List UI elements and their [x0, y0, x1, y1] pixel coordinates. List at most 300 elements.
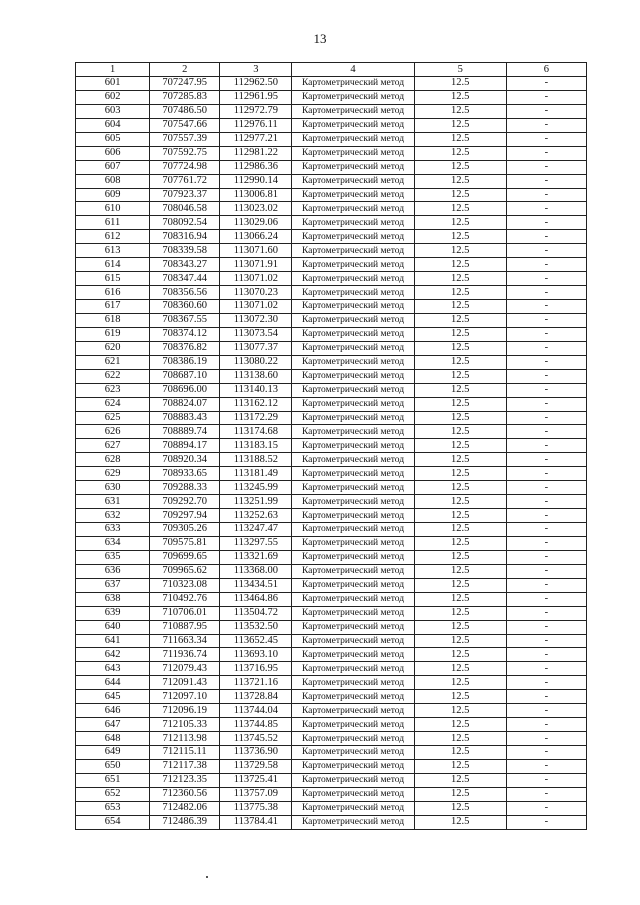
y-coordinate-cell: 112972.79 [220, 104, 292, 118]
table-row [76, 383, 587, 397]
x-coordinate-cell: 708687.10 [150, 369, 220, 383]
table-row [76, 313, 587, 327]
description-cell: - [506, 355, 586, 369]
table-row [76, 202, 587, 216]
y-coordinate-cell: 113247.47 [220, 523, 292, 537]
y-coordinate-cell: 113757.09 [220, 787, 292, 801]
method-cell: Картометрический метод [292, 258, 414, 272]
point-number-cell: 604 [76, 118, 150, 132]
accuracy-cell: 12.5 [414, 146, 506, 160]
x-coordinate-cell: 708933.65 [150, 467, 220, 481]
accuracy-cell: 12.5 [414, 216, 506, 230]
y-coordinate-cell: 113138.60 [220, 369, 292, 383]
description-cell: - [506, 648, 586, 662]
accuracy-cell: 12.5 [414, 411, 506, 425]
method-cell: Картометрический метод [292, 523, 414, 537]
point-number-cell: 619 [76, 327, 150, 341]
y-coordinate-cell: 113023.02 [220, 202, 292, 216]
accuracy-cell: 12.5 [414, 773, 506, 787]
x-coordinate-cell: 712079.43 [150, 662, 220, 676]
point-number-cell: 618 [76, 313, 150, 327]
x-coordinate-cell: 712115.11 [150, 746, 220, 760]
x-coordinate-cell: 707592.75 [150, 146, 220, 160]
point-number-cell: 625 [76, 411, 150, 425]
x-coordinate-cell: 709699.65 [150, 550, 220, 564]
y-coordinate-cell: 113072.30 [220, 313, 292, 327]
y-coordinate-cell: 113652.45 [220, 634, 292, 648]
description-cell: - [506, 592, 586, 606]
method-cell: Картометрический метод [292, 592, 414, 606]
accuracy-cell: 12.5 [414, 341, 506, 355]
x-coordinate-cell: 707761.72 [150, 174, 220, 188]
method-cell: Картометрический метод [292, 495, 414, 509]
y-coordinate-cell: 113174.68 [220, 425, 292, 439]
method-cell: Картометрический метод [292, 676, 414, 690]
table-row [76, 676, 587, 690]
y-coordinate-cell: 113716.95 [220, 662, 292, 676]
table-row [76, 718, 587, 732]
point-number-cell: 647 [76, 718, 150, 732]
accuracy-cell: 12.5 [414, 704, 506, 718]
accuracy-cell: 12.5 [414, 550, 506, 564]
y-coordinate-cell: 113077.37 [220, 341, 292, 355]
description-cell: - [506, 439, 586, 453]
x-coordinate-cell: 708046.58 [150, 202, 220, 216]
x-coordinate-cell: 712123.35 [150, 773, 220, 787]
point-number-cell: 636 [76, 564, 150, 578]
method-cell: Картометрический метод [292, 690, 414, 704]
method-cell: Картометрический метод [292, 118, 414, 132]
accuracy-cell: 12.5 [414, 202, 506, 216]
y-coordinate-cell: 113162.12 [220, 397, 292, 411]
column-header: 1 [76, 63, 150, 77]
method-cell: Картометрический метод [292, 467, 414, 481]
y-coordinate-cell: 113745.52 [220, 732, 292, 746]
accuracy-cell: 12.5 [414, 77, 506, 91]
y-coordinate-cell: 113183.15 [220, 439, 292, 453]
x-coordinate-cell: 707547.66 [150, 118, 220, 132]
x-coordinate-cell: 708920.34 [150, 453, 220, 467]
scan-speck [206, 876, 208, 878]
table-row [76, 564, 587, 578]
accuracy-cell: 12.5 [414, 453, 506, 467]
point-number-cell: 606 [76, 146, 150, 160]
x-coordinate-cell: 707557.39 [150, 132, 220, 146]
x-coordinate-cell: 712105.33 [150, 718, 220, 732]
x-coordinate-cell: 708386.19 [150, 355, 220, 369]
y-coordinate-cell: 113464.86 [220, 592, 292, 606]
y-coordinate-cell: 112976.11 [220, 118, 292, 132]
table-header-row [76, 63, 587, 77]
accuracy-cell: 12.5 [414, 132, 506, 146]
method-cell: Картометрический метод [292, 759, 414, 773]
y-coordinate-cell: 112981.22 [220, 146, 292, 160]
y-coordinate-cell: 113073.54 [220, 327, 292, 341]
point-number-cell: 611 [76, 216, 150, 230]
method-cell: Картометрический метод [292, 634, 414, 648]
method-cell: Картометрический метод [292, 606, 414, 620]
point-number-cell: 620 [76, 341, 150, 355]
accuracy-cell: 12.5 [414, 313, 506, 327]
method-cell: Картометрический метод [292, 104, 414, 118]
accuracy-cell: 12.5 [414, 104, 506, 118]
accuracy-cell: 12.5 [414, 355, 506, 369]
point-number-cell: 632 [76, 509, 150, 523]
point-number-cell: 602 [76, 90, 150, 104]
description-cell: - [506, 174, 586, 188]
table-row [76, 453, 587, 467]
description-cell: - [506, 202, 586, 216]
accuracy-cell: 12.5 [414, 509, 506, 523]
method-cell: Картометрический метод [292, 313, 414, 327]
method-cell: Картометрический метод [292, 411, 414, 425]
table-row [76, 188, 587, 202]
description-cell: - [506, 550, 586, 564]
description-cell: - [506, 481, 586, 495]
column-header: 4 [292, 63, 414, 77]
y-coordinate-cell: 113321.69 [220, 550, 292, 564]
y-coordinate-cell: 112977.21 [220, 132, 292, 146]
point-number-cell: 615 [76, 272, 150, 286]
table-row [76, 815, 587, 829]
y-coordinate-cell: 113181.49 [220, 467, 292, 481]
accuracy-cell: 12.5 [414, 118, 506, 132]
point-number-cell: 613 [76, 244, 150, 258]
column-header: 3 [220, 63, 292, 77]
x-coordinate-cell: 708339.58 [150, 244, 220, 258]
y-coordinate-cell: 113532.50 [220, 620, 292, 634]
point-number-cell: 649 [76, 746, 150, 760]
point-number-cell: 633 [76, 523, 150, 537]
table-row [76, 648, 587, 662]
description-cell: - [506, 286, 586, 300]
accuracy-cell: 12.5 [414, 188, 506, 202]
table-row [76, 481, 587, 495]
point-number-cell: 628 [76, 453, 150, 467]
y-coordinate-cell: 113744.04 [220, 704, 292, 718]
description-cell: - [506, 564, 586, 578]
description-cell: - [506, 383, 586, 397]
x-coordinate-cell: 709292.70 [150, 495, 220, 509]
method-cell: Картометрический метод [292, 77, 414, 91]
x-coordinate-cell: 712091.43 [150, 676, 220, 690]
x-coordinate-cell: 709575.81 [150, 536, 220, 550]
method-cell: Картометрический метод [292, 550, 414, 564]
method-cell: Картометрический метод [292, 620, 414, 634]
table-row [76, 467, 587, 481]
method-cell: Картометрический метод [292, 815, 414, 829]
table-row [76, 704, 587, 718]
x-coordinate-cell: 711663.34 [150, 634, 220, 648]
x-coordinate-cell: 708376.82 [150, 341, 220, 355]
x-coordinate-cell: 707247.95 [150, 77, 220, 91]
table-row [76, 397, 587, 411]
x-coordinate-cell: 708343.27 [150, 258, 220, 272]
description-cell: - [506, 662, 586, 676]
x-coordinate-cell: 712486.39 [150, 815, 220, 829]
y-coordinate-cell: 113071.91 [220, 258, 292, 272]
point-number-cell: 605 [76, 132, 150, 146]
table-row [76, 523, 587, 537]
point-number-cell: 629 [76, 467, 150, 481]
y-coordinate-cell: 113736.90 [220, 746, 292, 760]
accuracy-cell: 12.5 [414, 174, 506, 188]
description-cell: - [506, 188, 586, 202]
method-cell: Картометрический метод [292, 704, 414, 718]
table-row [76, 509, 587, 523]
accuracy-cell: 12.5 [414, 536, 506, 550]
point-number-cell: 601 [76, 77, 150, 91]
x-coordinate-cell: 712360.56 [150, 787, 220, 801]
description-cell: - [506, 634, 586, 648]
description-cell: - [506, 718, 586, 732]
point-number-cell: 622 [76, 369, 150, 383]
description-cell: - [506, 773, 586, 787]
description-cell: - [506, 313, 586, 327]
table-row [76, 272, 587, 286]
x-coordinate-cell: 708092.54 [150, 216, 220, 230]
accuracy-cell: 12.5 [414, 369, 506, 383]
accuracy-cell: 12.5 [414, 495, 506, 509]
method-cell: Картометрический метод [292, 272, 414, 286]
y-coordinate-cell: 113725.41 [220, 773, 292, 787]
x-coordinate-cell: 710492.76 [150, 592, 220, 606]
x-coordinate-cell: 707923.37 [150, 188, 220, 202]
description-cell: - [506, 509, 586, 523]
accuracy-cell: 12.5 [414, 606, 506, 620]
table-row [76, 550, 587, 564]
table-row [76, 77, 587, 91]
table-row [76, 578, 587, 592]
description-cell: - [506, 300, 586, 314]
table-row [76, 300, 587, 314]
x-coordinate-cell: 708360.60 [150, 300, 220, 314]
method-cell: Картометрический метод [292, 773, 414, 787]
point-number-cell: 614 [76, 258, 150, 272]
point-number-cell: 654 [76, 815, 150, 829]
accuracy-cell: 12.5 [414, 467, 506, 481]
accuracy-cell: 12.5 [414, 383, 506, 397]
x-coordinate-cell: 709297.94 [150, 509, 220, 523]
x-coordinate-cell: 712482.06 [150, 801, 220, 815]
method-cell: Картометрический метод [292, 216, 414, 230]
table-row [76, 592, 587, 606]
accuracy-cell: 12.5 [414, 801, 506, 815]
description-cell: - [506, 732, 586, 746]
table-row [76, 425, 587, 439]
y-coordinate-cell: 113080.22 [220, 355, 292, 369]
description-cell: - [506, 118, 586, 132]
method-cell: Картометрический метод [292, 300, 414, 314]
point-number-cell: 609 [76, 188, 150, 202]
column-header: 5 [414, 63, 506, 77]
description-cell: - [506, 244, 586, 258]
method-cell: Картометрический метод [292, 355, 414, 369]
method-cell: Картометрический метод [292, 369, 414, 383]
description-cell: - [506, 746, 586, 760]
accuracy-cell: 12.5 [414, 676, 506, 690]
table-row [76, 620, 587, 634]
point-number-cell: 616 [76, 286, 150, 300]
accuracy-cell: 12.5 [414, 439, 506, 453]
method-cell: Картометрический метод [292, 160, 414, 174]
accuracy-cell: 12.5 [414, 564, 506, 578]
table-row [76, 244, 587, 258]
table-row [76, 759, 587, 773]
y-coordinate-cell: 113066.24 [220, 230, 292, 244]
table-row [76, 536, 587, 550]
accuracy-cell: 12.5 [414, 815, 506, 829]
accuracy-cell: 12.5 [414, 620, 506, 634]
y-coordinate-cell: 113071.02 [220, 272, 292, 286]
description-cell: - [506, 676, 586, 690]
point-number-cell: 626 [76, 425, 150, 439]
point-number-cell: 652 [76, 787, 150, 801]
point-number-cell: 623 [76, 383, 150, 397]
table-row [76, 690, 587, 704]
description-cell: - [506, 397, 586, 411]
x-coordinate-cell: 708889.74 [150, 425, 220, 439]
method-cell: Картометрический метод [292, 341, 414, 355]
method-cell: Картометрический метод [292, 425, 414, 439]
column-header: 2 [150, 63, 220, 77]
description-cell: - [506, 620, 586, 634]
description-cell: - [506, 146, 586, 160]
description-cell: - [506, 369, 586, 383]
table-row [76, 258, 587, 272]
y-coordinate-cell: 113251.99 [220, 495, 292, 509]
y-coordinate-cell: 113368.00 [220, 564, 292, 578]
x-coordinate-cell: 708356.56 [150, 286, 220, 300]
x-coordinate-cell: 708316.94 [150, 230, 220, 244]
description-cell: - [506, 132, 586, 146]
y-coordinate-cell: 113504.72 [220, 606, 292, 620]
y-coordinate-cell: 113172.29 [220, 411, 292, 425]
table-row [76, 369, 587, 383]
method-cell: Картометрический метод [292, 481, 414, 495]
method-cell: Картометрический метод [292, 286, 414, 300]
accuracy-cell: 12.5 [414, 746, 506, 760]
method-cell: Картометрический метод [292, 188, 414, 202]
x-coordinate-cell: 708894.17 [150, 439, 220, 453]
accuracy-cell: 12.5 [414, 397, 506, 411]
method-cell: Картометрический метод [292, 230, 414, 244]
method-cell: Картометрический метод [292, 397, 414, 411]
y-coordinate-cell: 113140.13 [220, 383, 292, 397]
table-row [76, 146, 587, 160]
point-number-cell: 643 [76, 662, 150, 676]
column-header: 6 [506, 63, 586, 77]
accuracy-cell: 12.5 [414, 662, 506, 676]
point-number-cell: 603 [76, 104, 150, 118]
description-cell: - [506, 495, 586, 509]
description-cell: - [506, 258, 586, 272]
accuracy-cell: 12.5 [414, 90, 506, 104]
y-coordinate-cell: 113070.23 [220, 286, 292, 300]
description-cell: - [506, 90, 586, 104]
method-cell: Картометрический метод [292, 132, 414, 146]
description-cell: - [506, 578, 586, 592]
y-coordinate-cell: 113784.41 [220, 815, 292, 829]
accuracy-cell: 12.5 [414, 732, 506, 746]
method-cell: Картометрический метод [292, 202, 414, 216]
description-cell: - [506, 523, 586, 537]
table-row [76, 355, 587, 369]
table-row [76, 439, 587, 453]
x-coordinate-cell: 710323.08 [150, 578, 220, 592]
point-number-cell: 634 [76, 536, 150, 550]
point-number-cell: 653 [76, 801, 150, 815]
method-cell: Картометрический метод [292, 509, 414, 523]
description-cell: - [506, 467, 586, 481]
x-coordinate-cell: 712096.19 [150, 704, 220, 718]
accuracy-cell: 12.5 [414, 300, 506, 314]
accuracy-cell: 12.5 [414, 481, 506, 495]
point-number-cell: 639 [76, 606, 150, 620]
table-row [76, 801, 587, 815]
x-coordinate-cell: 710706.01 [150, 606, 220, 620]
description-cell: - [506, 690, 586, 704]
point-number-cell: 630 [76, 481, 150, 495]
point-number-cell: 645 [76, 690, 150, 704]
point-number-cell: 644 [76, 676, 150, 690]
accuracy-cell: 12.5 [414, 286, 506, 300]
table-row [76, 90, 587, 104]
method-cell: Картометрический метод [292, 174, 414, 188]
y-coordinate-cell: 113245.99 [220, 481, 292, 495]
point-number-cell: 638 [76, 592, 150, 606]
x-coordinate-cell: 711936.74 [150, 648, 220, 662]
accuracy-cell: 12.5 [414, 425, 506, 439]
point-number-cell: 641 [76, 634, 150, 648]
y-coordinate-cell: 113693.10 [220, 648, 292, 662]
point-number-cell: 648 [76, 732, 150, 746]
point-number-cell: 624 [76, 397, 150, 411]
description-cell: - [506, 704, 586, 718]
table-row [76, 174, 587, 188]
accuracy-cell: 12.5 [414, 523, 506, 537]
point-number-cell: 651 [76, 773, 150, 787]
method-cell: Картометрический метод [292, 787, 414, 801]
table-row [76, 286, 587, 300]
method-cell: Картометрический метод [292, 327, 414, 341]
table-row [76, 160, 587, 174]
description-cell: - [506, 801, 586, 815]
description-cell: - [506, 327, 586, 341]
y-coordinate-cell: 113744.85 [220, 718, 292, 732]
method-cell: Картометрический метод [292, 648, 414, 662]
x-coordinate-cell: 708374.12 [150, 327, 220, 341]
y-coordinate-cell: 112990.14 [220, 174, 292, 188]
x-coordinate-cell: 712113.98 [150, 732, 220, 746]
point-number-cell: 631 [76, 495, 150, 509]
accuracy-cell: 12.5 [414, 759, 506, 773]
y-coordinate-cell: 112986.36 [220, 160, 292, 174]
x-coordinate-cell: 710887.95 [150, 620, 220, 634]
description-cell: - [506, 606, 586, 620]
method-cell: Картометрический метод [292, 718, 414, 732]
method-cell: Картометрический метод [292, 146, 414, 160]
method-cell: Картометрический метод [292, 662, 414, 676]
y-coordinate-cell: 112962.50 [220, 77, 292, 91]
description-cell: - [506, 230, 586, 244]
table-row [76, 411, 587, 425]
point-number-cell: 650 [76, 759, 150, 773]
method-cell: Картометрический метод [292, 90, 414, 104]
accuracy-cell: 12.5 [414, 634, 506, 648]
table-row [76, 634, 587, 648]
x-coordinate-cell: 708883.43 [150, 411, 220, 425]
